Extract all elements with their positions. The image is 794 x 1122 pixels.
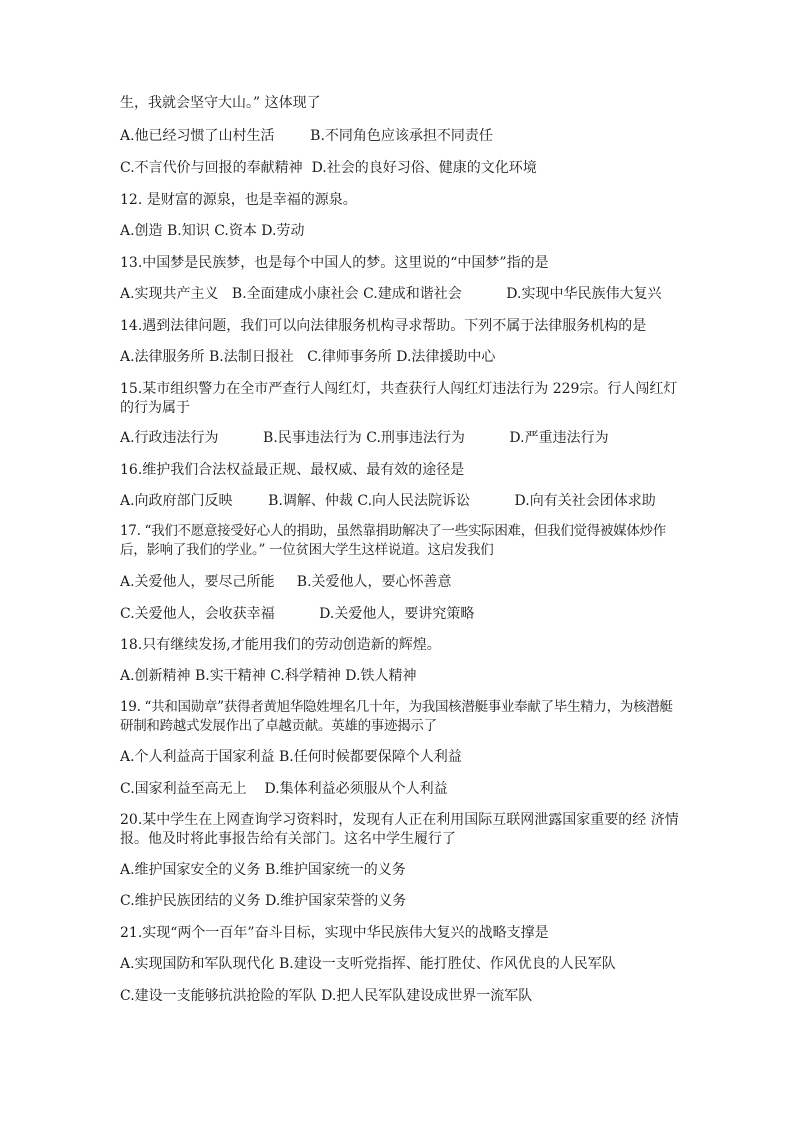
- q19-options-ab: A.个人利益高于国家利益 B.任何时候都要保障个人利益: [120, 749, 462, 765]
- q11-stem-end: 生，我就会坚守大山。” 这体现了: [120, 95, 321, 111]
- q21-stem: 21.实现“两个一百年”奋斗目标，实现中华民族伟大复兴的战略支撑是: [120, 925, 549, 941]
- q16-stem: 16.维护我们合法权益最正规、最权威、最有效的途径是: [120, 462, 465, 478]
- q15-stem: 15.某市组织警力在全市严查行人闯红灯，共查获行人闯红灯违法行为 229宗。行人闯红灯的行为属于: [120, 381, 678, 416]
- q13-stem: 13.中国梦是民族梦，也是每个中国人的梦。这里说的“中国梦”指的是: [120, 255, 549, 271]
- q17-stem: 17. “我们不愿意接受好心人的捐助，虽然靠捐助解决了一些实际困难，但我们觉得被媒体炒作后，影响了我们的学业。” 一位贫困大学生这样说道。这启发我们: [120, 523, 666, 558]
- q16-options: A.向政府部门反映 B.调解、仲裁 C.向人民法院诉讼 D.向有关社会团体求助: [120, 493, 656, 509]
- q21-options-cd: C.建设一支能够抗洪抢险的军队 D.把人民军队建设成世界一流军队: [120, 988, 533, 1004]
- q20-options-cd: C.维护民族团结的义务 D.维护国家荣誉的义务: [120, 893, 407, 909]
- q17-options-ab: A.关爱他人，要尽己所能 B.关爱他人，要心怀善意: [120, 574, 452, 590]
- q19-stem: 19. “共和国勋章”获得者黄旭华隐姓埋名几十年，为我国核潜艇事业奉献了毕生精力，为核潜艇研制和跨越式发展作出了卓越贡献。英雄的事迹揭示了: [120, 699, 673, 734]
- q12-stem: 12. 是财富的源泉，也是幸福的源泉。: [120, 192, 357, 208]
- q13-options: A.实现共产主义 B.全面建成小康社会 C.建成和谐社会 D.实现中华民族伟大复兴: [120, 286, 662, 302]
- q18-stem: 18.只有继续发扬,才能用我们的劳动创造新的辉煌。: [120, 637, 441, 653]
- q18-options: A.创新精神 B.实干精神 C.科学精神 D.铁人精神: [120, 668, 417, 684]
- q14-stem: 14.遇到法律问题，我们可以向法律服务机构寻求帮助。下列不属于法律服务机构的是: [120, 318, 647, 334]
- q21-options-ab: A.实现国防和军队现代化 B.建设一支听党指挥、能打胜仗、作风优良的人民军队: [120, 956, 616, 972]
- q17-options-cd: C.关爱他人，会收获幸福 D.关爱他人，要讲究策略: [120, 606, 475, 622]
- q11-options-cd: C.不言代价与回报的奉献精神 D.社会的良好习俗、健康的文化环境: [120, 160, 537, 176]
- q20-options-ab: A.维护国家安全的义务 B.维护国家统一的义务: [120, 862, 406, 878]
- q11-options-ab: A.他已经习惯了山村生活 B.不同角色应该承担不同责任: [120, 128, 493, 144]
- q19-options-cd: C.国家利益至高无上 D.集体利益必须服从个人利益: [120, 781, 448, 797]
- q20-stem: 20.某中学生在上网查询学习资料时，发现有人正在利用国际互联网泄露国家重要的经 济情报。他及时将此事报告给有关部门。这名中学生履行了: [120, 812, 679, 847]
- q14-options: A.法律服务所 B.法制日报社 C.律师事务所 D.法律援助中心: [120, 349, 496, 365]
- q15-options: A.行政违法行为 B.民事违法行为 C.刑事违法行为 D.严重违法行为: [120, 430, 609, 446]
- q12-options: A.创造 B.知识 C.资本 D.劳动: [120, 223, 305, 239]
